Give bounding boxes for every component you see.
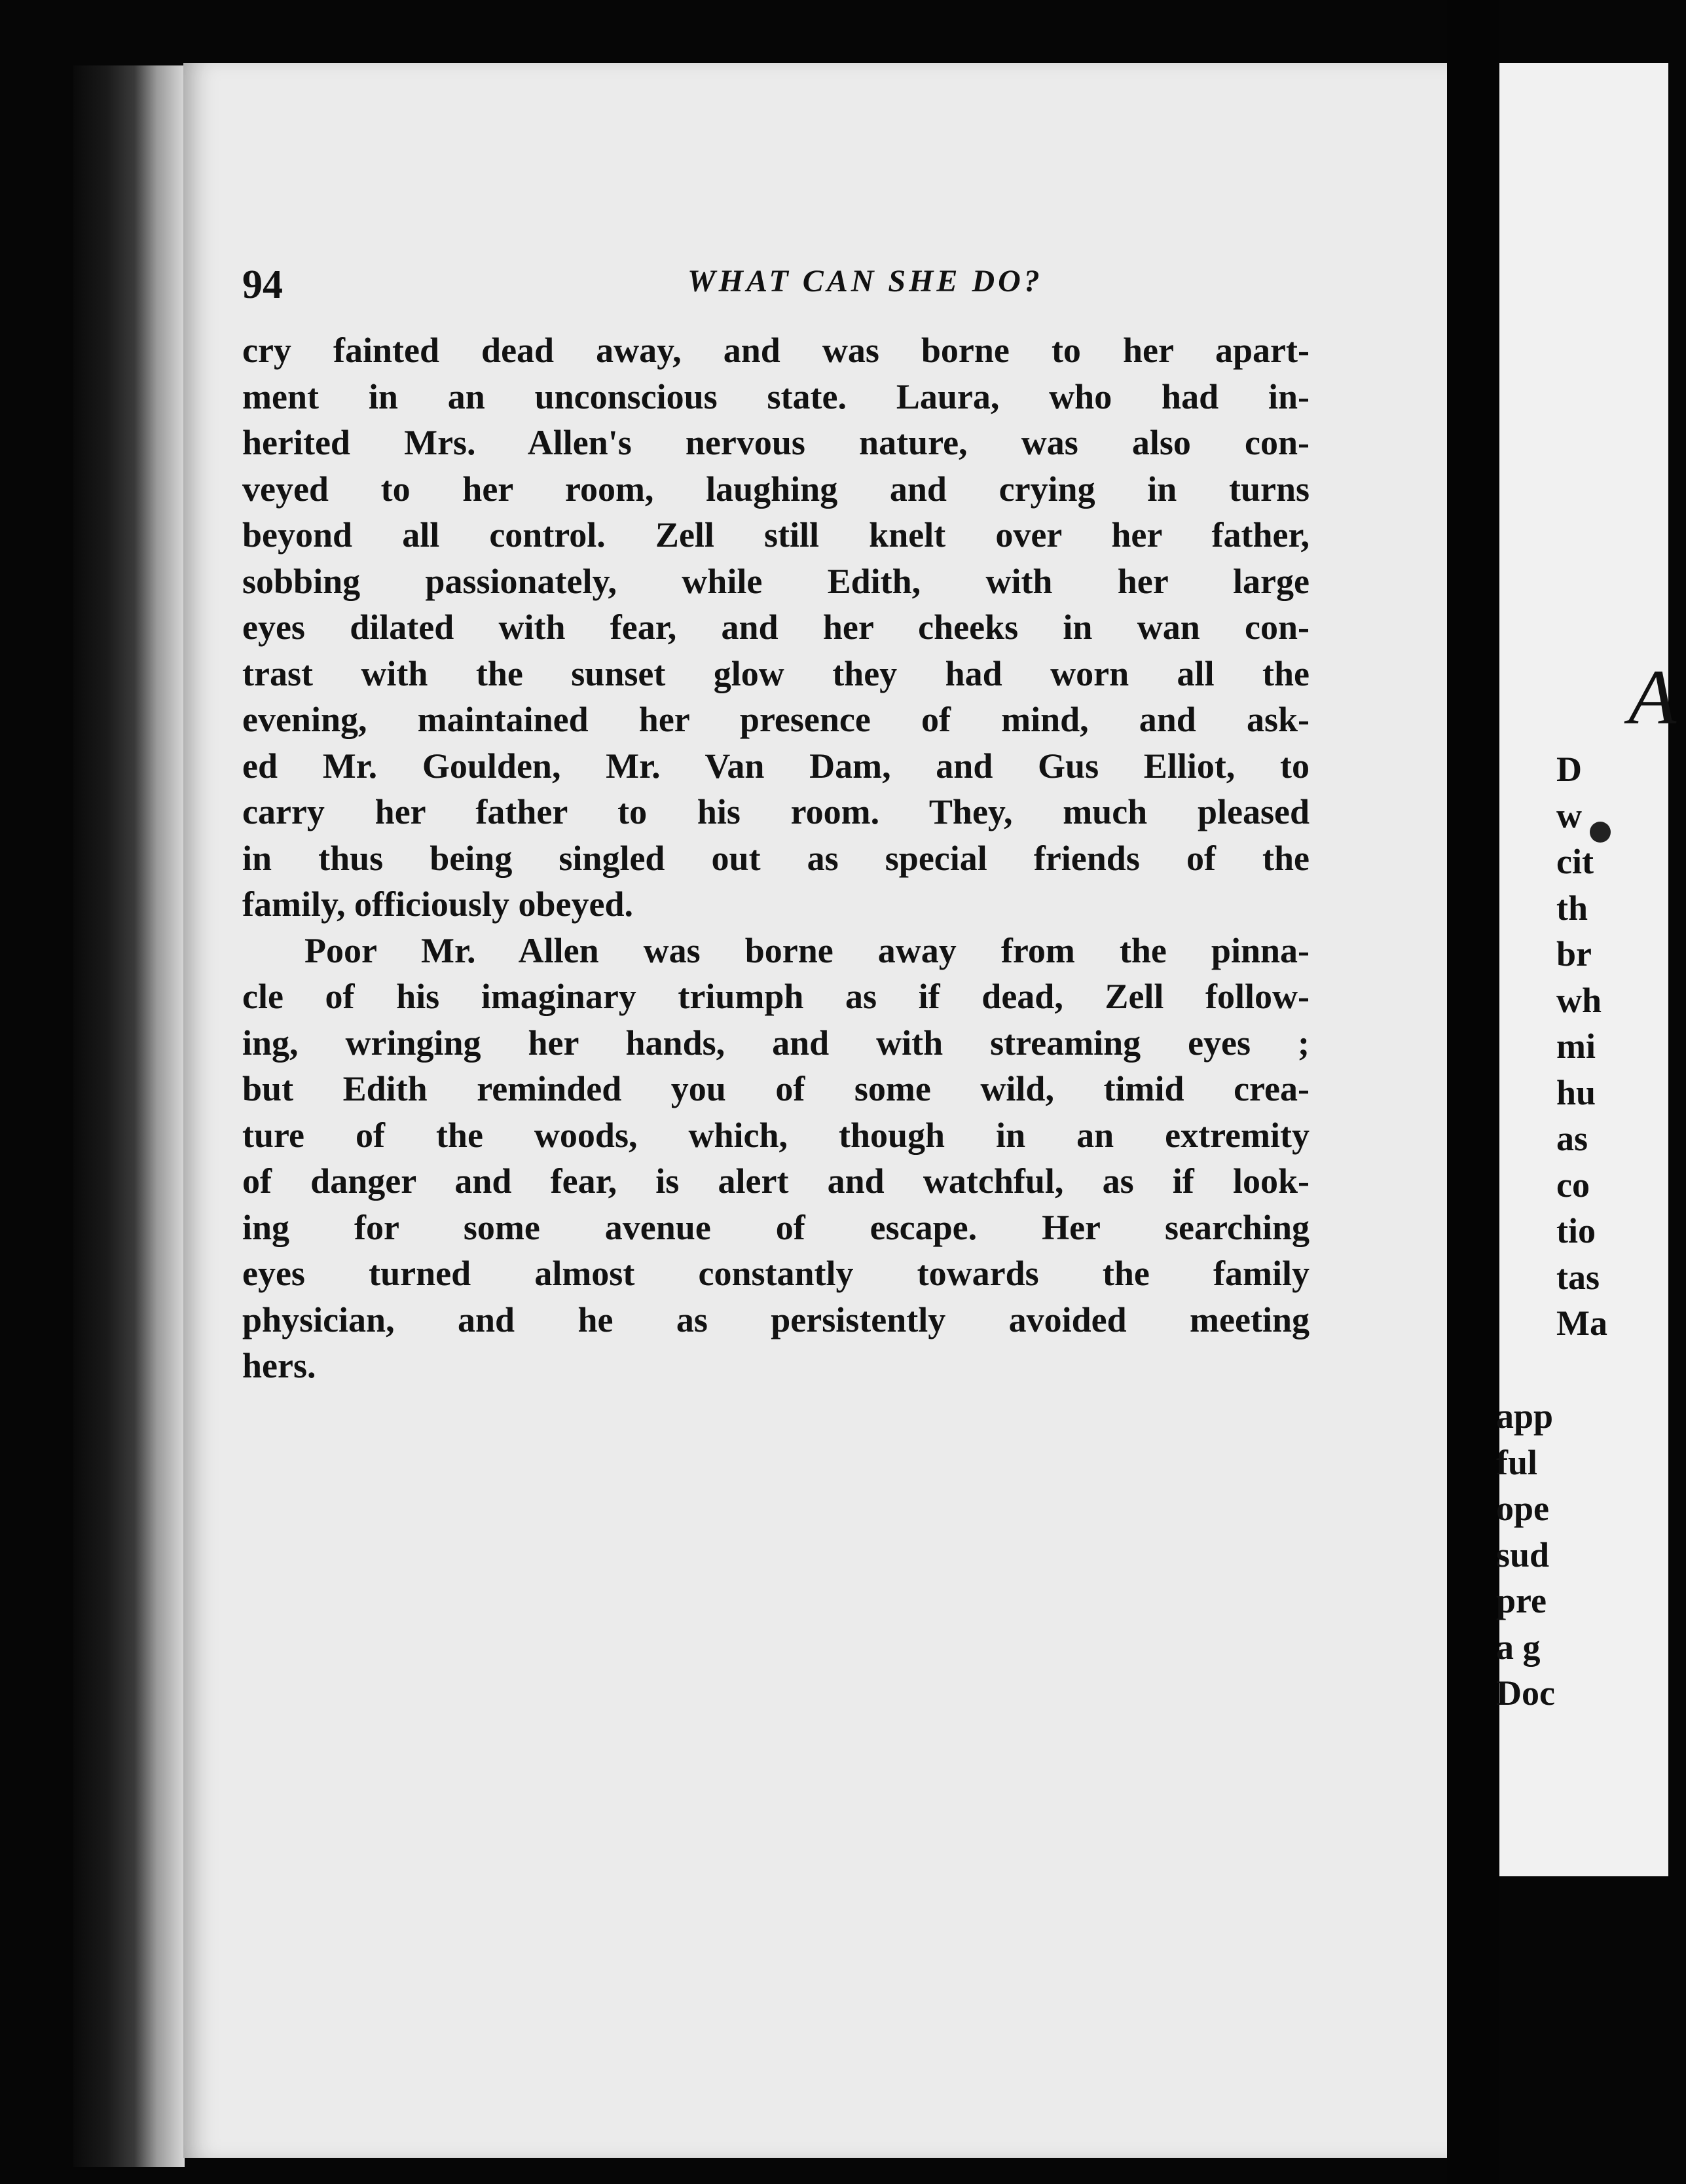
text-line: of danger and fear, is alert and watchful, as if look- <box>242 1161 1310 1201</box>
facing-page-column-top <box>1556 746 1607 1347</box>
text-line: veyed to her room, laughing and crying in turns <box>242 469 1310 509</box>
text-fragment: wh <box>1556 980 1602 1020</box>
text-fragment: tas <box>1556 1257 1600 1297</box>
text-fragment: as <box>1556 1119 1588 1158</box>
text-line: in thus being singled out as special friends of the <box>242 838 1310 878</box>
text-line: herited Mrs. Allen's nervous nature, was also con- <box>242 423 1310 462</box>
text-line: ture of the woods, which, though in an extremity <box>242 1115 1310 1155</box>
text-fragment: hu <box>1556 1072 1596 1112</box>
text-fragment: th <box>1556 888 1588 928</box>
text-line: Poor Mr. Allen was borne away from the pinna- <box>304 930 1310 970</box>
text-fragment: ope <box>1496 1489 1549 1528</box>
text-fragment: ful <box>1496 1442 1538 1482</box>
text-line: ing for some avenue of escape. Her searching <box>242 1207 1310 1247</box>
text-line: cry fainted dead away, and was borne to her apart- <box>242 331 1310 370</box>
book-binding-shadow <box>73 65 185 2167</box>
text-line: hers. <box>242 1346 316 1385</box>
paragraph-1 <box>242 327 1310 928</box>
text-fragment: tio <box>1556 1211 1596 1250</box>
text-line: eyes turned almost constantly towards the family <box>242 1254 1310 1293</box>
text-line: but Edith reminded you of some wild, timid crea- <box>242 1069 1310 1108</box>
text-fragment: pre <box>1496 1581 1547 1620</box>
text-fragment: cit <box>1556 842 1594 881</box>
text-fragment: co <box>1556 1165 1590 1205</box>
drop-cap-letter: A <box>1628 653 1677 740</box>
page-header <box>0 262 1668 308</box>
text-fragment: mi <box>1556 1027 1596 1066</box>
page-number: 94 <box>242 263 283 307</box>
running-head: WHAT CAN SHE DO? <box>687 264 1043 299</box>
text-line: physician, and he as persistently avoided meeting <box>242 1300 1310 1339</box>
text-line: family, officiously obeyed. <box>242 884 633 924</box>
text-line: ing, wringing her hands, and with streaming eyes ; <box>242 1023 1310 1063</box>
text-line: cle of his imaginary triumph as if dead, Zell follow- <box>242 977 1310 1016</box>
text-fragment: a g <box>1496 1627 1541 1667</box>
text-line: carry her father to his room. They, much pleased <box>242 792 1310 831</box>
page-gutter <box>1447 0 1499 2184</box>
text-fragment: app <box>1496 1396 1554 1436</box>
paragraph-2 <box>242 928 1310 1389</box>
text-line: evening, maintained her presence of mind, and ask- <box>242 700 1310 739</box>
text-line: ment in an unconscious state. Laura, who had in- <box>242 376 1310 416</box>
text-line: trast with the sunset glow they had worn all the <box>242 653 1310 693</box>
facing-page-column-bottom <box>1496 1393 1555 1717</box>
text-fragment: sud <box>1496 1535 1550 1574</box>
text-fragment: br <box>1556 934 1592 974</box>
text-line: beyond all control. Zell still knelt over her father, <box>242 515 1310 555</box>
text-fragment: Ma <box>1556 1303 1607 1343</box>
text-line: eyes dilated with fear, and her cheeks in wan con- <box>242 608 1310 647</box>
text-line: ed Mr. Goulden, Mr. Van Dam, and Gus Elliot, to <box>242 746 1310 786</box>
text-fragment: w <box>1556 795 1582 835</box>
page-body-text <box>242 327 1310 1389</box>
text-line: sobbing passionately, while Edith, with her large <box>242 561 1310 601</box>
text-fragment: D <box>1556 750 1582 789</box>
text-fragment: Doc <box>1496 1673 1555 1713</box>
